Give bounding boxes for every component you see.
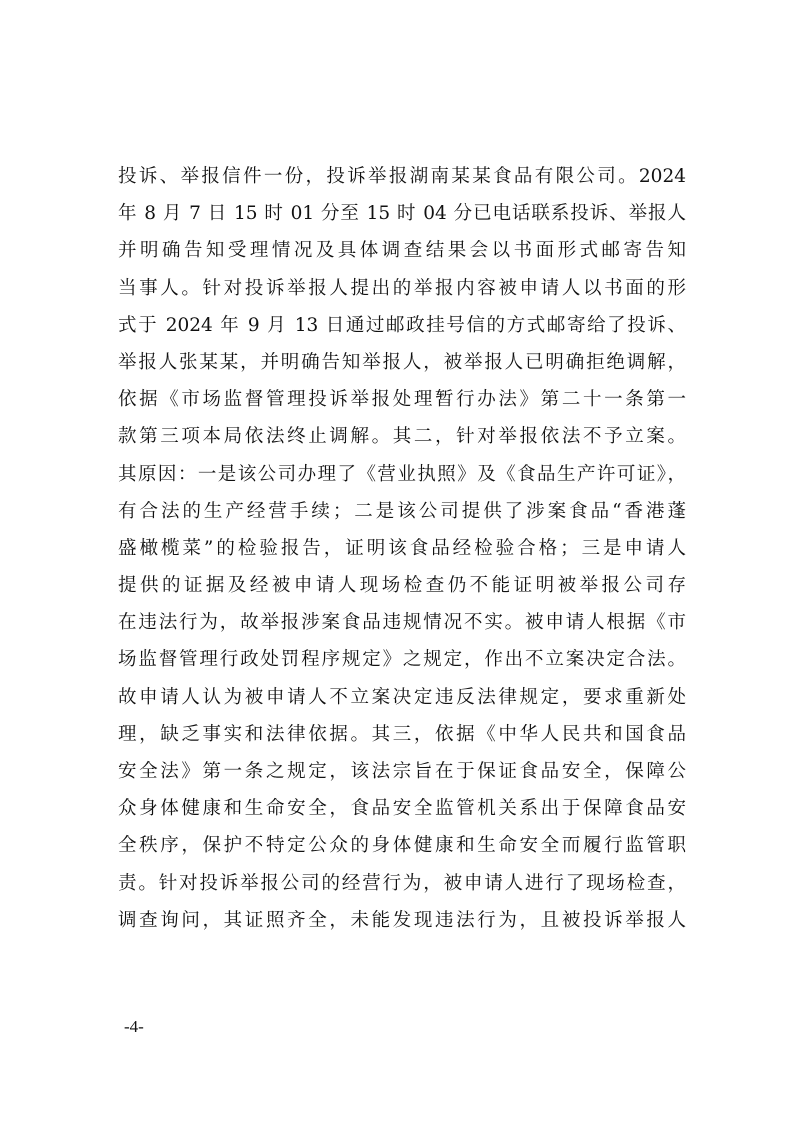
text-line: 年 8 月 7 日 15 时 01 分至 15 时 04 分已电话联系投诉、举报人 <box>118 203 686 225</box>
text-line: 理，缺乏事实和法律依据。其三，依据《中华人民共和国食品 <box>118 723 686 745</box>
text-line: 式于 2024 年 9 月 13 日通过邮政挂号信的方式邮寄给了投诉、 <box>118 314 686 336</box>
text-line: 投诉、举报信件一份，投诉举报湖南某某食品有限公司。2024 <box>118 166 686 187</box>
text-line: 提供的证据及经被申请人现场检查仍不能证明被举报公司存 <box>118 575 686 597</box>
text-line: 其原因：一是该公司办理了《营业执照》及《食品生产许可证》， <box>118 463 686 485</box>
text-line: 安全法》第一条之规定，该法宗旨在于保证食品安全，保障公 <box>118 761 686 782</box>
text-line: 当事人。针对投诉举报人提出的举报内容被申请人以书面的形 <box>118 277 686 299</box>
text-line: 款第三项本局依法终止调解。其二，针对举报依法不予立案。 <box>118 426 686 448</box>
text-line: 盛橄榄菜”的检验报告，证明该食品经检验合格；三是申请人 <box>118 537 686 559</box>
text-line: 并明确告知受理情况及具体调查结果会以书面形式邮寄告知 <box>118 240 686 262</box>
text-line: 举报人张某某，并明确告知举报人，被举报人已明确拒绝调解， <box>118 351 686 373</box>
text-line: 场监督管理行政处罚程序规定》之规定，作出不立案决定合法。 <box>118 649 686 671</box>
text-line: 全秩序，保护不特定公众的身体健康和生命安全而履行监管职 <box>118 835 686 857</box>
text-line: 在违法行为，故举报涉案食品违规情况不实。被申请人根据《市 <box>118 612 686 634</box>
text-line: 调查询问，其证照齐全，未能发现违法行为，且被投诉举报人 <box>118 909 686 931</box>
text-line: 有合法的生产经营手续；二是该公司提供了涉案食品“香港蓬 <box>118 500 686 522</box>
page-number: -4- <box>124 1017 144 1036</box>
text-line: 依据《市场监督管理投诉举报处理暂行办法》第二十一条第一 <box>118 389 686 411</box>
body-text <box>118 158 686 939</box>
text-line: 责。针对投诉举报公司的经营行为，被申请人进行了现场检查， <box>118 872 686 894</box>
text-line: 故申请人认为被申请人不立案决定违反法律规定，要求重新处 <box>118 686 686 708</box>
text-line: 众身体健康和生命安全，食品安全监管机关系出于保障食品安 <box>118 798 686 820</box>
